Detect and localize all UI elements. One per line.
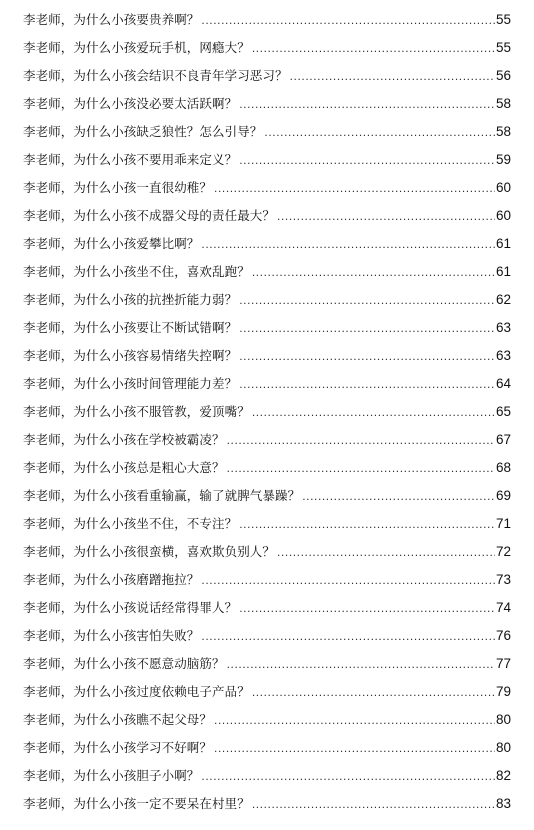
toc-entry-page: 83 [495,796,511,811]
toc-entry[interactable] [23,342,511,370]
toc-entry-page: 80 [495,712,511,727]
toc-entry[interactable] [23,118,511,146]
dot-leader [199,566,495,594]
toc-entry-title: 李老师，为什么小孩一直很幼稚？ [23,180,213,195]
toc-entry[interactable] [23,90,511,118]
toc-entry-page: 63 [495,348,511,363]
dot-leader [199,230,495,258]
toc-entry-title: 李老师，为什么小孩总是粗心大意？ [23,460,225,475]
dot-leader [237,594,495,622]
toc-entry[interactable] [23,706,511,734]
toc-entry[interactable] [23,678,511,706]
toc-entry-page: 74 [495,600,511,615]
toc-entry[interactable] [23,622,511,650]
toc-entry[interactable] [23,482,511,510]
toc-entry[interactable] [23,6,511,34]
toc-entry-page: 67 [495,432,511,447]
toc-entry-page: 62 [495,292,511,307]
dot-leader [212,174,495,202]
toc-entry-page: 63 [495,320,511,335]
toc-entry[interactable] [23,34,511,62]
toc-entry-page: 69 [495,488,511,503]
toc-entry-title: 李老师，为什么小孩在学校被霸凌？ [23,432,225,447]
dot-leader [237,146,495,174]
toc-entry[interactable] [23,202,511,230]
dot-leader [275,202,495,230]
toc-entry[interactable] [23,370,511,398]
dot-leader [250,678,495,706]
toc-entry-page: 72 [495,544,511,559]
table-of-contents [23,6,511,818]
toc-entry-page: 55 [495,12,511,27]
toc-entry-page: 64 [495,376,511,391]
toc-entry[interactable] [23,762,511,790]
toc-entry-title: 李老师，为什么小孩不成器父母的责任最大？ [23,208,276,223]
toc-entry-page: 59 [495,152,511,167]
toc-entry[interactable] [23,258,511,286]
toc-entry-page: 79 [495,684,511,699]
dot-leader [250,790,495,818]
dot-leader [250,398,495,426]
toc-entry-title: 李老师，为什么小孩不要用乖来定义？ [23,152,238,167]
toc-entry[interactable] [23,230,511,258]
toc-entry[interactable] [23,426,511,454]
toc-entry-title: 李老师，为什么小孩胆子小啊？ [23,768,200,783]
toc-entry-page: 68 [495,460,511,475]
dot-leader [288,62,495,90]
dot-leader [225,426,495,454]
dot-leader [237,510,495,538]
toc-entry[interactable] [23,566,511,594]
dot-leader [237,90,495,118]
toc-entry-title: 李老师，为什么小孩坐不住，喜欢乱跑？ [23,264,250,279]
dot-leader [262,118,495,146]
dot-leader [199,6,495,34]
toc-entry-title: 李老师，为什么小孩会结识不良青年学习恶习？ [23,68,288,83]
toc-entry-title: 李老师，为什么小孩一定不要呆在村里？ [23,796,250,811]
dot-leader [212,734,495,762]
toc-entry-title: 李老师，为什么小孩瞧不起父母？ [23,712,213,727]
toc-entry-title: 李老师，为什么小孩很蛮横，喜欢欺负别人？ [23,544,276,559]
toc-entry-title: 李老师，为什么小孩时间管理能力差？ [23,376,238,391]
toc-entry-title: 李老师，为什么小孩爱攀比啊？ [23,236,200,251]
toc-entry-page: 58 [495,96,511,111]
toc-entry-page: 76 [495,628,511,643]
toc-entry[interactable] [23,790,511,818]
toc-entry-page: 71 [495,516,511,531]
dot-leader [250,34,495,62]
toc-entry-title: 李老师，为什么小孩爱玩手机，网瘾大？ [23,40,250,55]
toc-entry[interactable] [23,454,511,482]
toc-entry[interactable] [23,286,511,314]
dot-leader [225,454,495,482]
toc-entry-title: 李老师，为什么小孩要让不断试错啊？ [23,320,238,335]
dot-leader [225,650,495,678]
toc-entry-title: 李老师，为什么小孩缺乏狼性？怎么引导？ [23,124,263,139]
toc-entry-title: 李老师，为什么小孩磨蹭拖拉？ [23,572,200,587]
toc-entry-page: 60 [495,180,511,195]
toc-entry-title: 李老师，为什么小孩看重输赢，输了就脾气暴躁？ [23,488,301,503]
toc-entry-page: 58 [495,124,511,139]
toc-entry[interactable] [23,146,511,174]
dot-leader [237,342,495,370]
toc-entry-page: 73 [495,572,511,587]
toc-entry-page: 60 [495,208,511,223]
toc-entry-page: 61 [495,236,511,251]
toc-entry[interactable] [23,538,511,566]
toc-entry[interactable] [23,734,511,762]
dot-leader [199,622,495,650]
toc-entry-page: 65 [495,404,511,419]
toc-entry-title: 李老师，为什么小孩说话经常得罪人？ [23,600,238,615]
dot-leader [212,706,495,734]
toc-entry-page: 55 [495,40,511,55]
toc-entry-title: 李老师，为什么小孩容易情绪失控啊？ [23,348,238,363]
toc-entry[interactable] [23,174,511,202]
toc-entry-title: 李老师，为什么小孩学习不好啊？ [23,740,213,755]
toc-entry-title: 李老师，为什么小孩不服管教，爱顶嘴？ [23,404,250,419]
toc-entry[interactable] [23,594,511,622]
toc-entry-page: 56 [495,68,511,83]
toc-entry-title: 李老师，为什么小孩没必要太活跃啊？ [23,96,238,111]
toc-entry-page: 82 [495,768,511,783]
toc-entry-title: 李老师，为什么小孩不愿意动脑筋？ [23,656,225,671]
toc-entry-title: 李老师，为什么小孩害怕失败？ [23,628,200,643]
toc-entry-title: 李老师，为什么小孩要贵养啊？ [23,12,200,27]
toc-entry[interactable] [23,314,511,342]
toc-entry-page: 77 [495,656,511,671]
dot-leader [237,286,495,314]
dot-leader [199,762,495,790]
dot-leader [250,258,495,286]
toc-entry[interactable] [23,650,511,678]
toc-entry-page: 80 [495,740,511,755]
toc-entry[interactable] [23,510,511,538]
dot-leader [237,370,495,398]
toc-entry-title: 李老师，为什么小孩的抗挫折能力弱？ [23,292,238,307]
toc-entry-title: 李老师，为什么小孩坐不住，不专注？ [23,516,238,531]
toc-entry[interactable] [23,62,511,90]
dot-leader [237,314,495,342]
toc-entry-page: 61 [495,264,511,279]
dot-leader [275,538,495,566]
dot-leader [300,482,495,510]
toc-entry-title: 李老师，为什么小孩过度依赖电子产品？ [23,684,250,699]
toc-entry[interactable] [23,398,511,426]
